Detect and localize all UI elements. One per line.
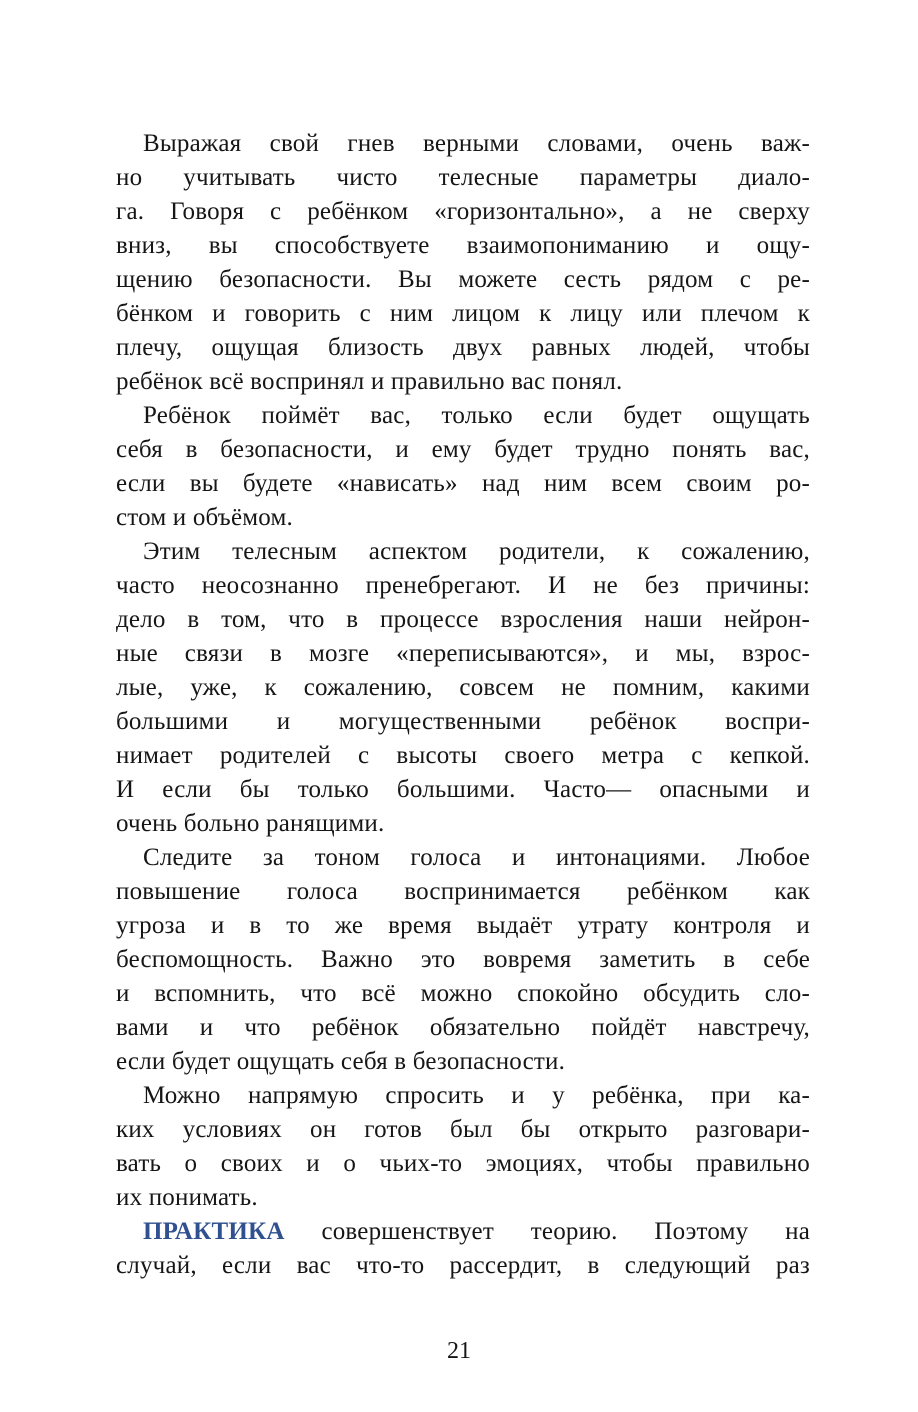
text-line: Выражая свой гнев верными словами, очень важ- — [143, 130, 810, 157]
paragraph — [116, 399, 810, 535]
text-line: повышение голоса воспринимается ребёнком как — [116, 878, 810, 905]
text-line: беспомощность. Важно это вовремя заметить в себе — [116, 946, 810, 973]
paragraph — [116, 841, 810, 1079]
text-line: лые, уже, к сожалению, совсем не помним, какими — [116, 674, 810, 701]
text-line: дело в том, что в процессе взросления наши нейрон- — [116, 606, 810, 633]
text-line: га. Говоря с ребёнком «горизонтально», а не сверху — [116, 198, 810, 225]
text-line: но учитывать чисто телесные параметры диало- — [116, 164, 810, 191]
text-line: большими и могущественными ребёнок воспри- — [116, 708, 810, 735]
paragraph — [116, 535, 810, 841]
text-line: вать о своих и о чьих-то эмоциях, чтобы правильно — [116, 1150, 810, 1177]
paragraph — [116, 1079, 810, 1215]
text-line: если будет ощущать себя в безопасности. — [116, 1048, 566, 1075]
text-line: и вспомнить, что всё можно спокойно обсудить сло- — [116, 980, 810, 1007]
text-line: Этим телесным аспектом родители, к сожалению, — [143, 538, 810, 565]
text-line: случай, если вас что-то рассердит, в следующий раз — [116, 1252, 810, 1279]
text-line: ные связи в мозге «переписываются», и мы, взрос- — [116, 640, 810, 667]
text-line: бёнком и говорить с ним лицом к лицу или плечом к — [116, 300, 810, 327]
text-line: вниз, вы способствуете взаимопониманию и ощу- — [116, 232, 810, 259]
text-line: ребёнок всё воспринял и правильно вас понял. — [116, 368, 623, 395]
text-line: Ребёнок поймёт вас, только если будет ощущать — [143, 402, 810, 429]
paragraph — [116, 1215, 810, 1283]
text-line: часто неосознанно пренебрегают. И не без причины: — [116, 572, 810, 599]
practice-keyword: ПРАКТИКА — [143, 1218, 285, 1245]
text-block — [116, 127, 810, 1283]
text-line: Можно напрямую спросить и у ребёнка, при ка- — [143, 1082, 810, 1109]
text-line: Следите за тоном голоса и интонациями. Любое — [143, 844, 810, 871]
page-number: 21 — [447, 1338, 471, 1364]
text-line: очень больно ранящими. — [116, 810, 385, 837]
text-line: стом и объёмом. — [116, 504, 293, 531]
text-line: нимает родителей с высоты своего метра с кепкой. — [116, 742, 810, 769]
text-line: ПРАКТИКА совершенствует теорию. Поэтому на — [143, 1218, 810, 1245]
paragraph — [116, 127, 810, 399]
text-line: угроза и в то же время выдаёт утрату контроля и — [116, 912, 810, 939]
text-line: плечу, ощущая близость двух равных людей, чтобы — [116, 334, 810, 361]
text-line: если вы будете «нависать» над ним всем своим ро- — [116, 470, 810, 497]
text-line: И если бы только большими. Часто— опасными и — [116, 776, 810, 803]
text-line: щению безопасности. Вы можете сесть рядом с ре- — [116, 266, 810, 293]
text-line: их понимать. — [116, 1184, 258, 1211]
text-line: ких условиях он готов был бы открыто разговари- — [116, 1116, 810, 1143]
text-line: себя в безопасности, и ему будет трудно понять вас, — [116, 436, 810, 463]
text-line: вами и что ребёнок обязательно пойдёт навстречу, — [116, 1014, 810, 1041]
